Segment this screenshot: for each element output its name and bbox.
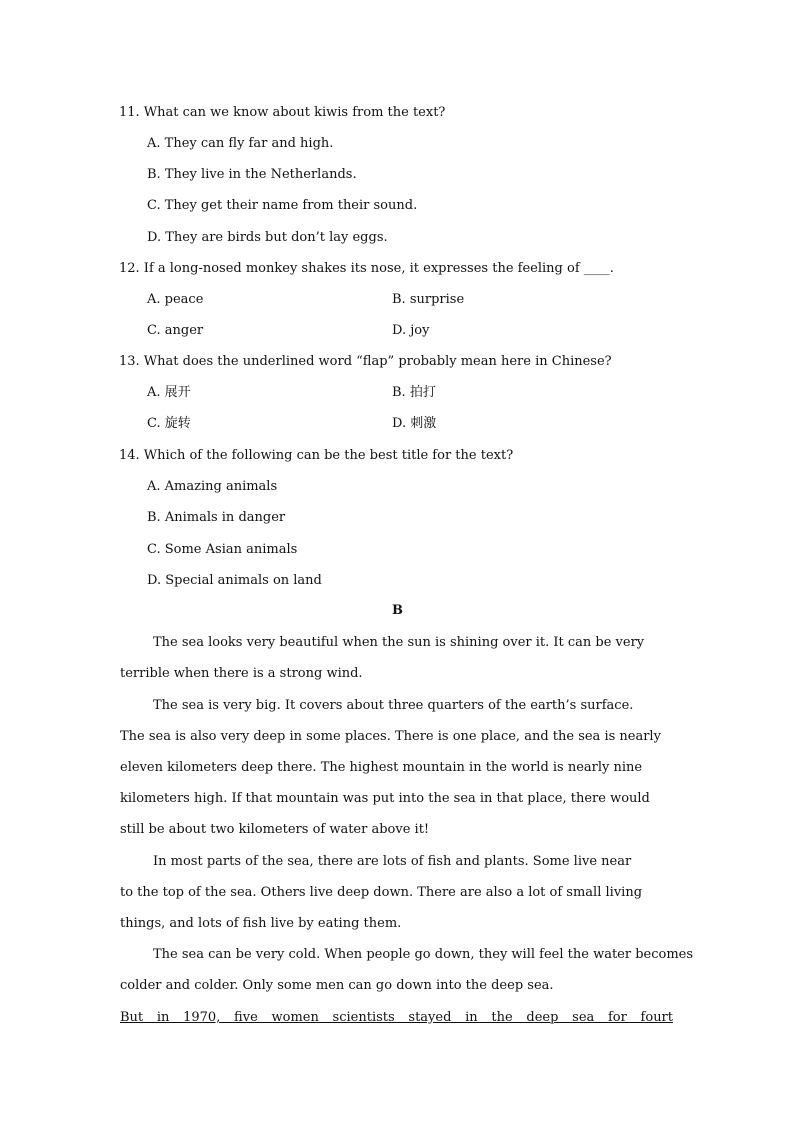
question-14-option-b: B. Animals in danger xyxy=(147,510,286,525)
question-13-stem: 13. What does the underlined word “flap” probably mean here in Chinese? xyxy=(119,354,612,369)
passage-line: The sea is also very deep in some places. There is one place, and the sea is nearly xyxy=(120,729,661,744)
passage-line: things, and lots of fish live by eating them. xyxy=(120,916,402,931)
question-11-option-c: C. They get their name from their sound. xyxy=(147,198,418,213)
passage-line: The sea looks very beautiful when the sun is shining over it. It can be very xyxy=(153,635,645,650)
passage-line: The sea is very big. It covers about three quarters of the earth’s surface. xyxy=(153,698,634,713)
question-14-option-a: A. Amazing animals xyxy=(147,479,278,494)
passage-line: colder and colder. Only some men can go down into the deep sea. xyxy=(120,978,554,993)
passage-line: eleven kilometers deep there. The highest mountain in the world is nearly nine xyxy=(120,760,643,775)
question-14-option-c: C. Some Asian animals xyxy=(147,542,298,557)
question-13-option-d: D. 刺激 xyxy=(392,416,437,431)
section-b-title: B xyxy=(392,603,403,618)
passage-line: The sea can be very cold. When people go down, they will feel the water becomes xyxy=(153,947,694,962)
question-11-option-d: D. They are birds but don’t lay eggs. xyxy=(147,230,388,245)
question-13-option-b: B. 拍打 xyxy=(392,385,436,400)
question-12-option-b: B. surprise xyxy=(392,292,465,307)
passage-line: to the top of the sea. Others live deep down. There are also a lot of small living xyxy=(120,885,643,900)
passage-line: terrible when there is a strong wind. xyxy=(120,666,363,681)
question-13-option-a: A. 展开 xyxy=(147,385,191,400)
passage-line: In most parts of the sea, there are lots of fish and plants. Some live near xyxy=(153,854,632,869)
question-12-option-d: D. joy xyxy=(392,323,430,338)
question-11-option-a: A. They can fly far and high. xyxy=(147,136,334,151)
question-11-option-b: B. They live in the Netherlands. xyxy=(147,167,357,182)
question-12-option-c: C. anger xyxy=(147,323,204,338)
passage-line: kilometers high. If that mountain was put into the sea in that place, there would xyxy=(120,791,650,806)
question-11-stem: 11. What can we know about kiwis from the text? xyxy=(119,105,446,120)
question-14-stem: 14. Which of the following can be the best title for the text? xyxy=(119,448,514,463)
passage-line-underlined: But in 1970, five women scientists stayed in the deep sea for fourt xyxy=(120,1010,673,1025)
question-14-option-d: D. Special animals on land xyxy=(147,573,322,588)
question-12-stem: 12. If a long-nosed monkey shakes its nose, it expresses the feeling of ____. xyxy=(119,261,614,276)
question-12-option-a: A. peace xyxy=(147,292,204,307)
question-13-option-c: C. 旋转 xyxy=(147,416,191,431)
passage-line: still be about two kilometers of water above it! xyxy=(120,822,430,837)
